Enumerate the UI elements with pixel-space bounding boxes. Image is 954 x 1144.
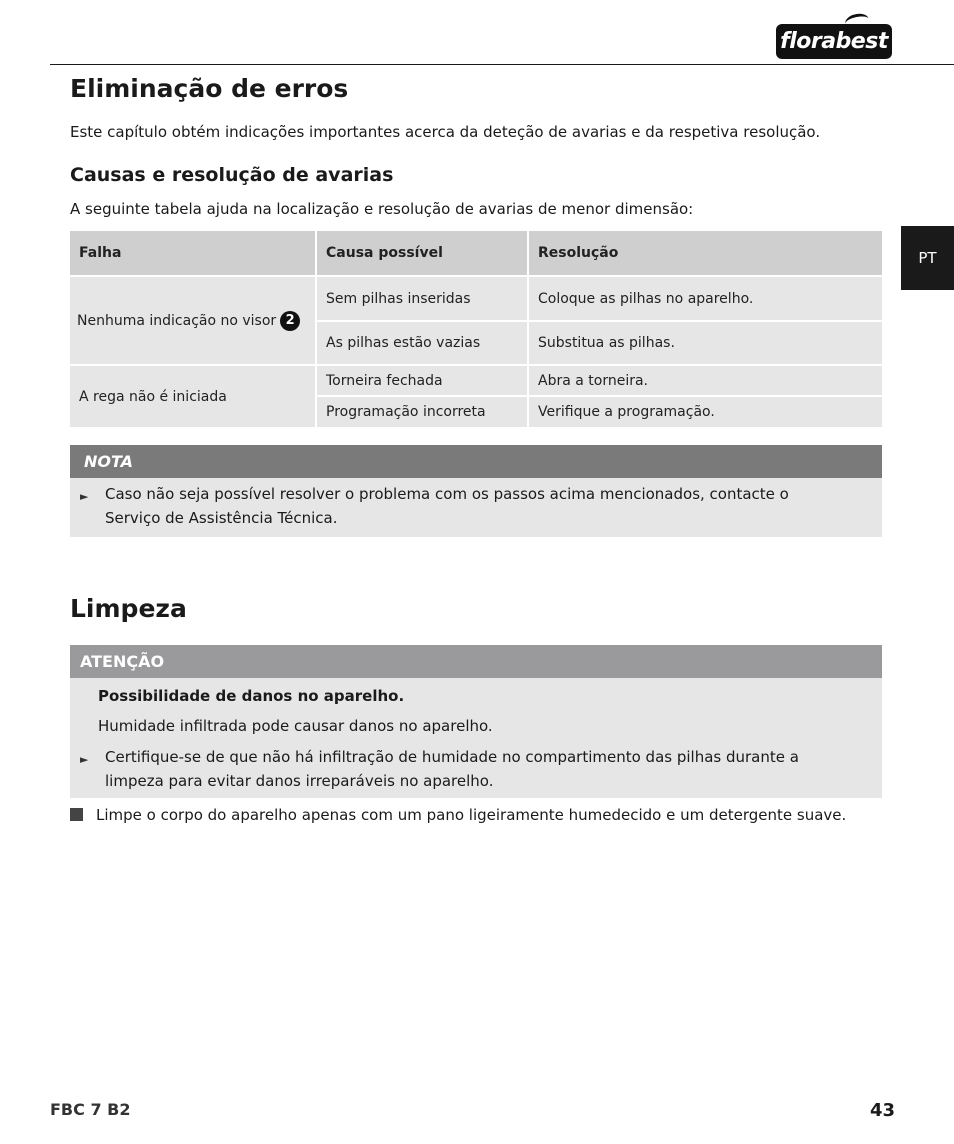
section-title-troubleshooting: Eliminação de erros (70, 74, 349, 103)
table-row: As pilhas estão vazias (317, 322, 527, 364)
table-cell-fault-no-watering: A rega não é iniciada (70, 366, 315, 427)
language-tab: PT (901, 226, 954, 290)
page-number: 43 (870, 1100, 896, 1121)
table-header-solution: Resolução (529, 231, 882, 275)
table-row: Substitua as pilhas. (529, 322, 882, 364)
triangle-right-icon: ► (80, 753, 89, 766)
triangle-right-icon: ► (80, 490, 89, 503)
footer-model: FBC 7 B2 (50, 1100, 131, 1119)
subsection-title: Causas e resolução de avarias (70, 164, 394, 186)
subsection-intro: A seguinte tabela ajuda na localização e resolução de avarias de menor dimensão: (70, 200, 694, 218)
note-header: NOTA (70, 445, 882, 478)
table-header-cause: Causa possível (317, 231, 527, 275)
attention-body (70, 678, 882, 798)
table-row: Programação incorreta (317, 397, 527, 427)
troubleshooting-table (70, 231, 882, 427)
note-line-2: Serviço de Assistência Técnica. (105, 509, 338, 527)
table-row: Verifique a programação. (529, 397, 882, 427)
section-intro: Este capítulo obtém indicações importantes acerca da deteção de avarias e da respetiva resolução. (70, 123, 821, 141)
attention-line-2: limpeza para evitar danos irreparáveis no aparelho. (105, 772, 494, 790)
note-body (70, 478, 882, 537)
attention-bold-text: Possibilidade de danos no aparelho. (98, 687, 405, 705)
attention-line-1: Certifique-se de que não há infiltração de humidade no compartimento das pilhas durante a (105, 748, 799, 766)
table-cell-fault-no-display (70, 277, 315, 364)
note-line-1: Caso não seja possível resolver o problema com os passos acima mencionados, contacte o (105, 485, 789, 503)
section-title-cleaning: Limpeza (70, 594, 187, 623)
attention-text: Humidade infiltrada pode causar danos no aparelho. (98, 717, 493, 735)
numbered-circle-icon: 2 (280, 311, 300, 331)
table-row: Torneira fechada (317, 366, 527, 395)
table-row: Sem pilhas inseridas (317, 277, 527, 320)
header-rule (50, 64, 954, 65)
table-header-fault: Falha (70, 231, 315, 275)
table-row: Coloque as pilhas no aparelho. (529, 277, 882, 320)
fault-text: Nenhuma indicação no visor (77, 312, 277, 329)
florabest-logo: florabest (776, 24, 892, 59)
cleaning-instruction: Limpe o corpo do aparelho apenas com um pano ligeiramente humedecido e um detergente suave. (96, 806, 847, 824)
attention-header: ATENÇÃO (70, 645, 882, 678)
square-bullet-icon (70, 808, 83, 821)
table-row: Abra a torneira. (529, 366, 882, 395)
